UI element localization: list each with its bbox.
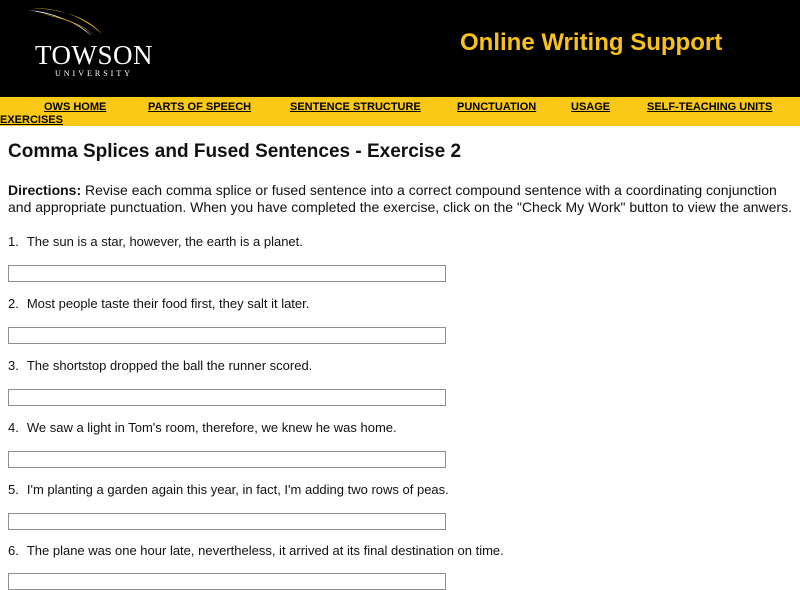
question-text: The shortstop dropped the ball the runner scored. bbox=[26, 358, 313, 373]
directions-text bbox=[8, 182, 792, 216]
answer-input-6[interactable] bbox=[8, 573, 446, 590]
logo-wordmark: TOWSON bbox=[34, 40, 153, 70]
answer-input-4[interactable] bbox=[8, 451, 446, 468]
nav-link-self-teaching-units[interactable]: SELF-TEACHING UNITS bbox=[647, 101, 773, 113]
site-title: Online Writing Support bbox=[460, 29, 723, 56]
nav-link-ows-home[interactable]: OWS HOME bbox=[44, 101, 107, 113]
site-header bbox=[0, 0, 800, 97]
question-5 bbox=[8, 482, 449, 498]
page-title: Comma Splices and Fused Sentences - Exercise 2 bbox=[8, 141, 462, 162]
question-4 bbox=[8, 420, 397, 436]
question-number: 4. bbox=[8, 420, 19, 435]
main-nav bbox=[0, 97, 800, 126]
question-number: 5. bbox=[8, 482, 19, 497]
question-number: 3. bbox=[8, 358, 19, 373]
question-text: The plane was one hour late, nevertheless, it arrived at its final destination on time. bbox=[26, 543, 504, 558]
nav-link-usage[interactable]: USAGE bbox=[571, 101, 611, 113]
answer-input-2[interactable] bbox=[8, 327, 446, 344]
answer-input-3[interactable] bbox=[8, 389, 446, 406]
nav-link-punctuation[interactable]: PUNCTUATION bbox=[457, 101, 537, 113]
question-text: We saw a light in Tom's room, therefore, we knew he was home. bbox=[26, 420, 397, 435]
nav-link-parts-of-speech[interactable]: PARTS OF SPEECH bbox=[148, 101, 252, 113]
question-number: 1. bbox=[8, 234, 19, 249]
question-6 bbox=[8, 543, 504, 559]
question-2 bbox=[8, 296, 309, 312]
nav-link-sentence-structure[interactable]: SENTENCE STRUCTURE bbox=[290, 101, 421, 113]
question-3 bbox=[8, 358, 312, 374]
answer-input-1[interactable] bbox=[8, 265, 446, 282]
question-text: The sun is a star, however, the earth is a planet. bbox=[26, 234, 303, 249]
question-number: 2. bbox=[8, 296, 19, 311]
question-1 bbox=[8, 234, 303, 250]
logo-subtext: UNIVERSITY bbox=[55, 69, 133, 78]
question-text: Most people taste their food first, they salt it later. bbox=[26, 296, 310, 311]
question-number: 6. bbox=[8, 543, 19, 558]
towson-logo[interactable] bbox=[22, 6, 162, 82]
nav-link-exercises[interactable]: EXERCISES bbox=[0, 114, 63, 126]
directions-label: Directions: bbox=[8, 182, 82, 198]
question-text: I'm planting a garden again this year, in fact, I'm adding two rows of peas. bbox=[26, 482, 449, 497]
directions-body: Revise each comma splice or fused sentence into a correct compound sentence with a coordinating conjunction and appropriate punctuation. When you have completed the exercise, click on the "Check My Work" button to view the anwers. bbox=[8, 182, 792, 215]
answer-input-5[interactable] bbox=[8, 513, 446, 530]
